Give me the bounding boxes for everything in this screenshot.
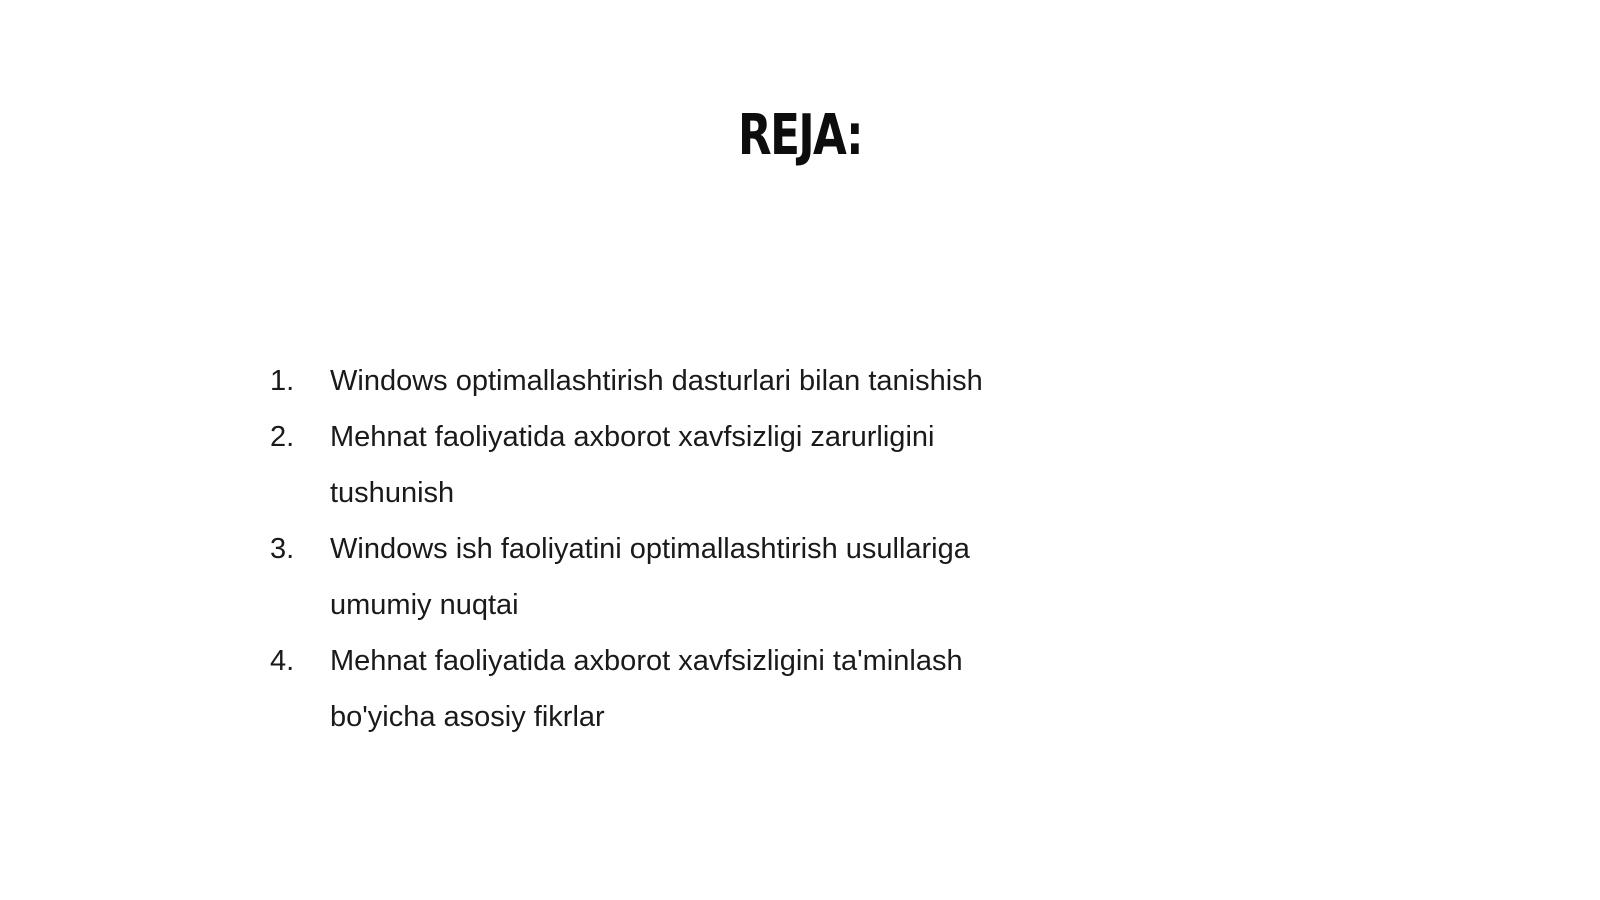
- list-item-number: 4.: [270, 645, 295, 677]
- slide-title: REJA:: [737, 103, 862, 168]
- list-item-text: Mehnat faoliyatida axborot xavfsizligi zarurligini tushunish: [330, 421, 935, 509]
- list-item: [270, 633, 1070, 745]
- list-item: [270, 353, 1070, 409]
- plan-list: [270, 353, 1070, 745]
- list-item-text: Windows ish faoliyatini optimallashtirish usullariga umumiy nuqtai: [330, 533, 970, 621]
- list-item: [270, 409, 1070, 521]
- list-item-number: 2.: [270, 421, 295, 453]
- list-item: [270, 521, 1070, 633]
- list-item-number: 1.: [270, 365, 295, 397]
- list-item-text: Mehnat faoliyatida axborot xavfsizligini ta'minlash bo'yicha asosiy fikrlar: [330, 645, 963, 733]
- list-item-number: 3.: [270, 533, 295, 565]
- list-item-text: Windows optimallashtirish dasturlari bilan tanishish: [330, 365, 983, 397]
